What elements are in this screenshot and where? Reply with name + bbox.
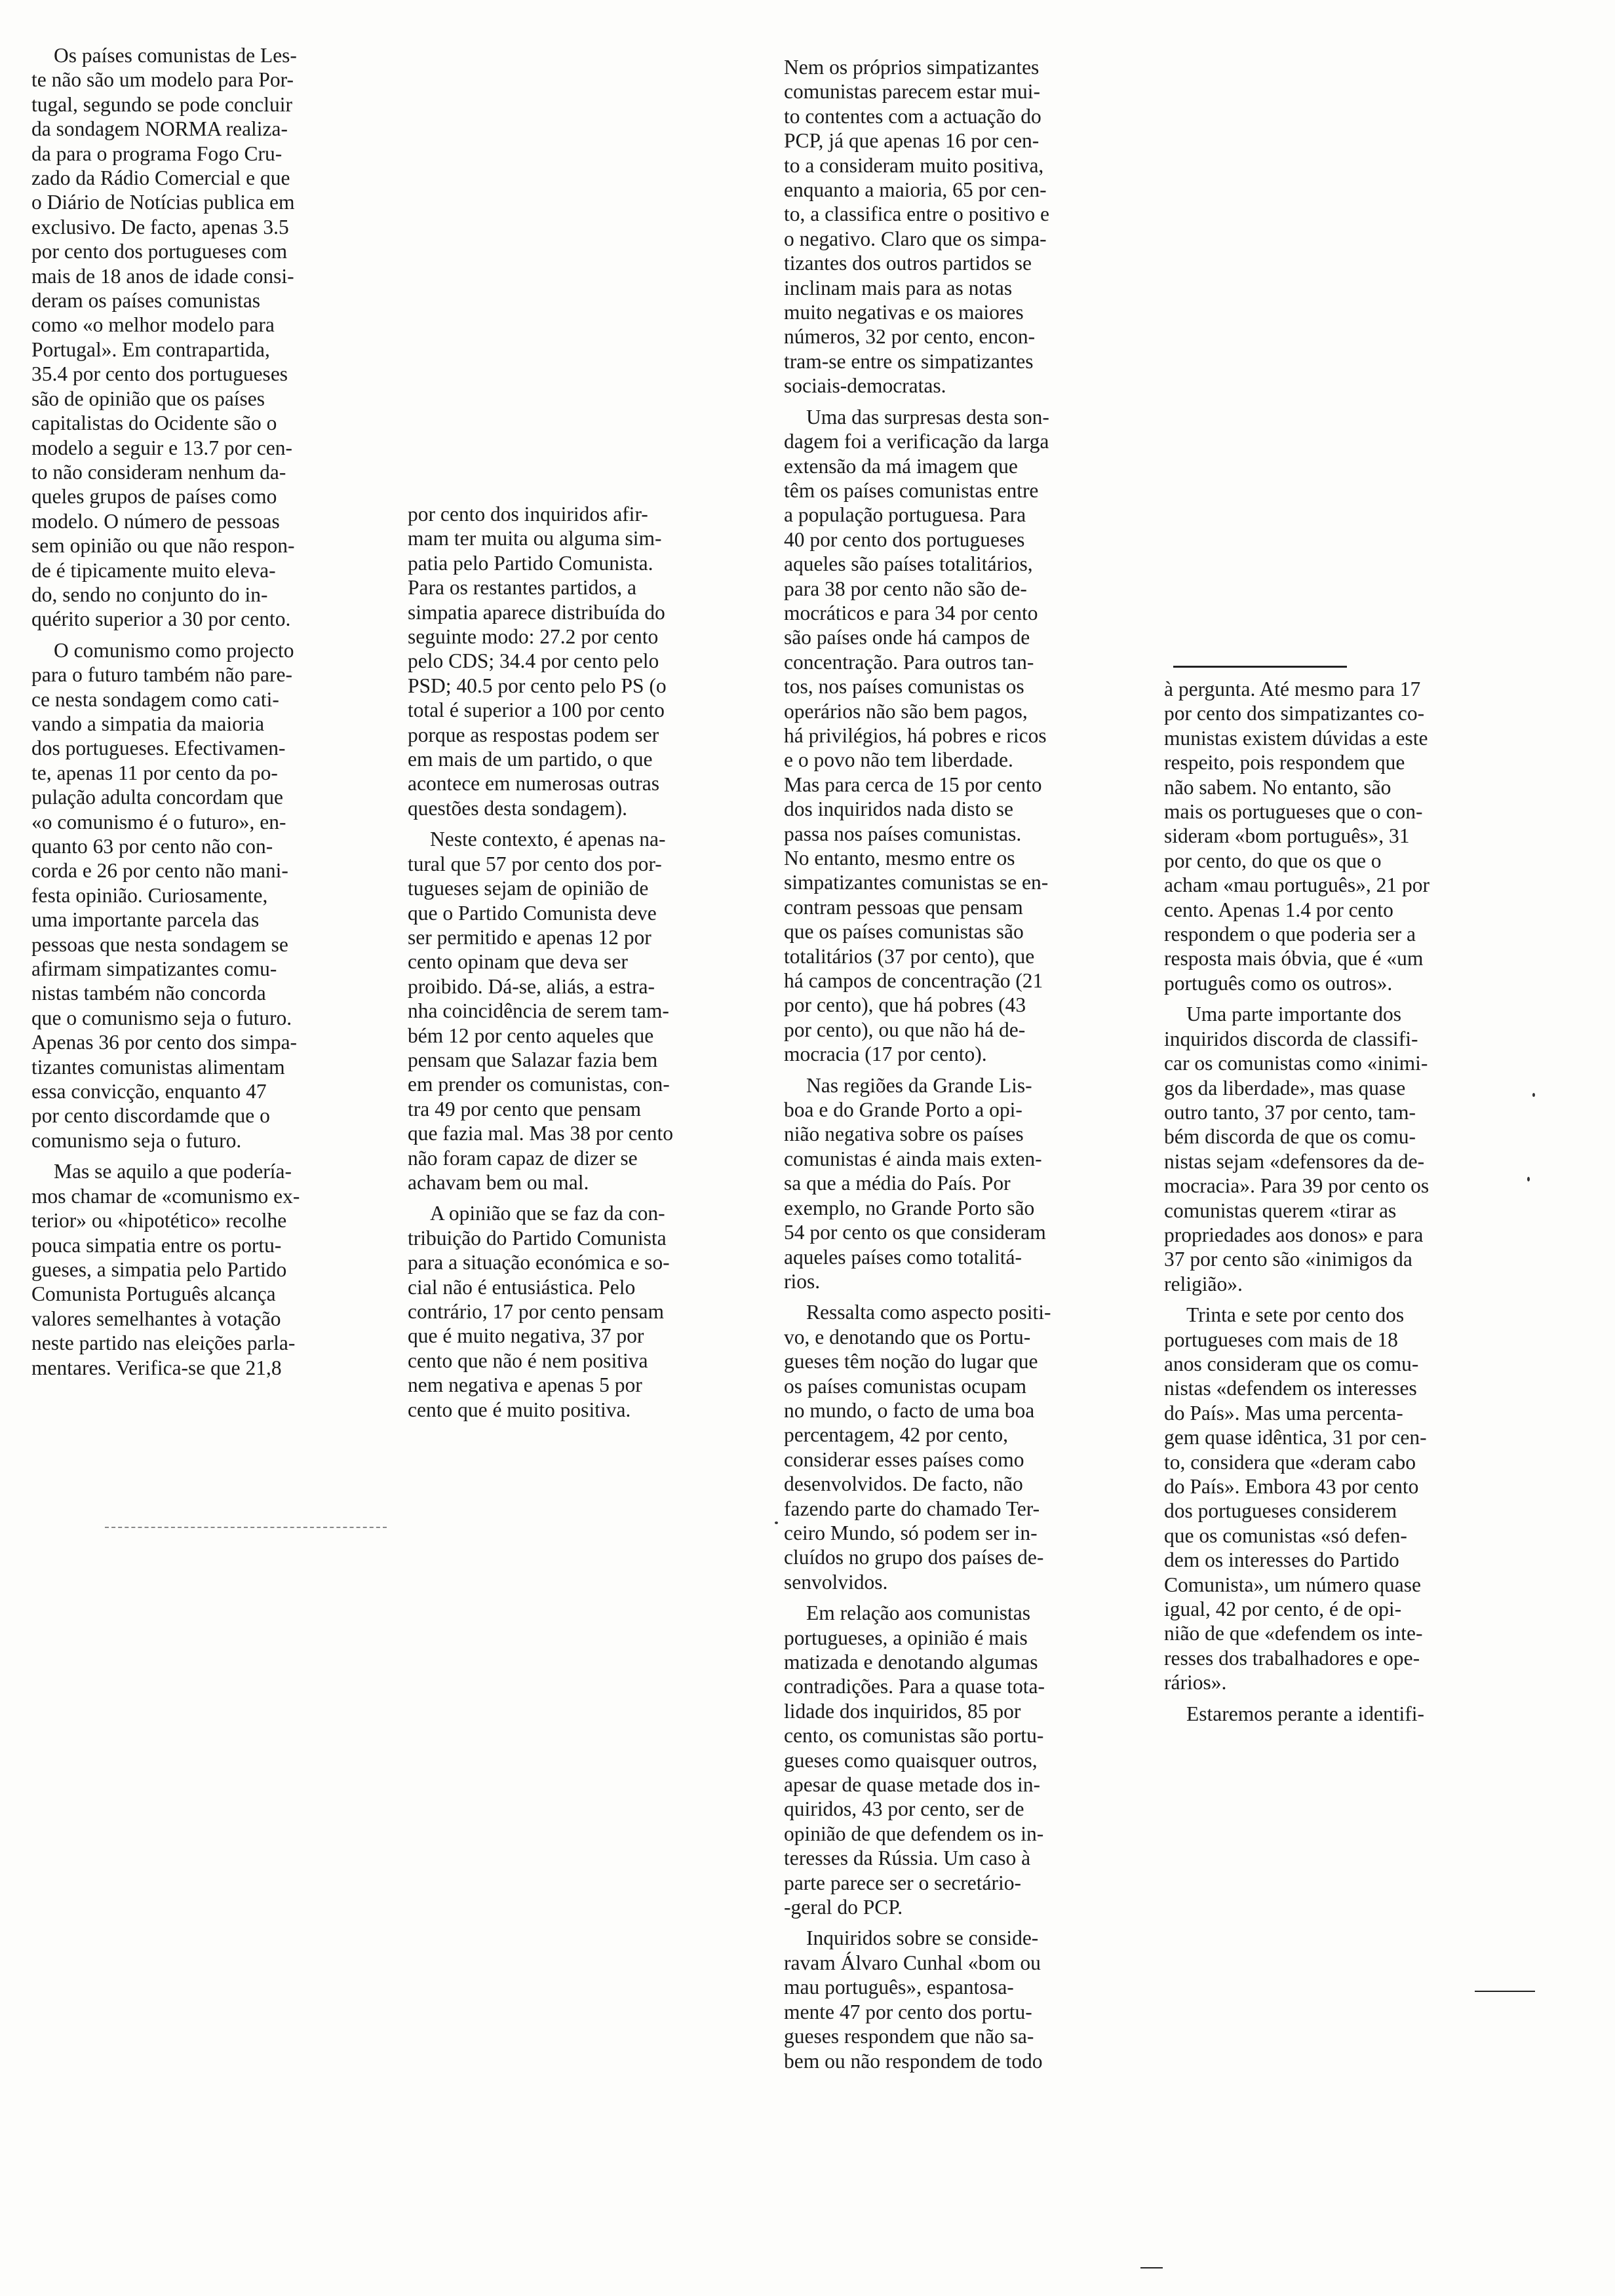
paragraph: Uma das surpresas desta son- dagem foi a verificação da larga extensão da má imagem que têm os países comunistas entre a população portuguesa. Para 40 por cento dos portugueses aqueles são países totalitários, para 38 por cento não são de- mocráticos e para 34 por cento são países onde há campos de concentração. Para outros tan- tos, nos países comunistas os operários não são bem pagos, há privilégios, há pobres e ricos e o povo não tem liberdade. Mas para cerca de 15 por cento dos inquiridos nada disto se passa nos países comunistas. No entanto, mesmo entre os simpatizantes comunistas se en- contram pessoas que pensam que os países comunistas são totalitários (37 por cento), que há campos de concentração (21 por cento), que há pobres (43 por cento), ou que não há de- mocracia (17 por cento).	[784, 405, 1049, 1066]
smudge-line	[105, 1527, 387, 1528]
article-column-4	[1164, 677, 1531, 1732]
paragraph: A opinião que se faz da con- tribuição do Partido Comunista para a situação económica e so- cial não é entusiástica. Pelo contrário, 17 por cento pensam que é muito negativa, 37 por cento que não é nem positiva nem negativa e apenas 5 por cento que é muito positiva.	[408, 1202, 670, 1421]
end-rule	[1475, 1991, 1535, 1992]
paragraph: Nas regiões da Grande Lis- boa e do Grande Porto a opi- nião negativa sobre os países comunistas é ainda mais exten- sa que a média do País. Por exemplo, no Grande Porto são 54 por cento os que consideram aqueles países como totalitá- rios.	[784, 1073, 1046, 1293]
scan-speck	[1532, 1093, 1535, 1097]
column-separator-rule	[1173, 666, 1347, 668]
article-column-2	[408, 502, 763, 1428]
paragraph: Ressalta como aspecto positi- vo, e denotando que os Portu- gueses têm noção do lugar que os países comunistas ocupam no mundo, o facto de uma boa percentagem, 42 por cento, considerar esses países como desenvolvidos. De facto, não fazendo parte do chamado Ter- ceiro Mundo, só podem ser in- cluídos no grupo dos países de- senvolvidos.	[784, 1301, 1051, 1594]
article-column-1	[31, 43, 389, 1387]
paragraph: Os países comunistas de Les- te não são um modelo para Por- tugal, segundo se pode concluir da sondagem NORMA realiza- da para o programa Fogo Cru- zado da Rádio Comercial e que o Diário de Notícias publica em exclusivo. De facto, apenas 3.5 por cento dos portugueses com mais de 18 anos de idade consi- deram os países comunistas como «o melhor modelo para Portugal». Em contrapartida, 35.4 por cento dos portugueses são de opinião que os países capitalistas do Ocidente são o modelo a seguir e 13.7 por cen- to não consideram nenhum da- queles grupos de países como modelo. O número de pessoas sem opinião ou que não respon- de é tipicamente muito eleva- do, sendo no conjunto do in- quérito superior a 30 por cento.	[31, 44, 297, 631]
paragraph: Nem os próprios simpatizantes comunistas parecem estar mui- to contentes com a actuação do PCP, já que apenas 16 por cen- to a consideram muito positiva, enquanto a maioria, 65 por cen- to, a classifica entre o positivo e o negativo. Claro que os simpa- tizantes dos outros partidos se inclinam mais para as notas muito negativas e os maiores números, 32 por cento, encon- tram-se entre os simpatizantes sociais-democratas.	[784, 56, 1049, 398]
paragraph: por cento dos inquiridos afir- mam ter muita ou alguma sim- patia pelo Partido Comunista. Para os restantes partidos, a simpatia aparece distribuída do seguinte modo: 27.2 por cento pelo CDS; 34.4 por cento pelo PSD; 40.5 por cento pelo PS (o total é superior a 100 por cento porque as respostas podem ser em mais de um partido, o que acontece em numerosas outras questões desta sondagem).	[408, 503, 667, 820]
paragraph: Mas se aquilo a que podería- mos chamar de «comunismo ex- terior» ou «hipotético» recolhe pouca simpatia entre os portu- gueses, a simpatia pelo Partido Comunista Português alcança valores semelhantes à votação neste partido nas eleições parla- mentares. Verifica-se que 21,8	[31, 1160, 300, 1379]
paragraph: Estaremos perante a identifi-	[1186, 1702, 1424, 1725]
paragraph: Trinta e sete por cento dos portugueses com mais de 18 anos consideram que os comu- nistas «defendem os interesses do País». Mas uma percenta- gem quase idêntica, 31 por cen- to, considera que «deram cabo do País». Embora 43 por cento dos portugueses considerem que os comunistas «só defen- dem os interesses do Partido Comunista», um número quase igual, 42 por cento, é de opi- nião de que «defendem os inte- resses dos trabalhadores e ope- rários».	[1164, 1303, 1427, 1694]
article-column-3	[784, 55, 1146, 2080]
paragraph: O comunismo como projecto para o futuro também não pare- ce nesta sondagem como cati- vando a simpatia da maioria dos portugueses. Efectivamen- te, apenas 11 por cento da po- pulação adulta concordam que «o comunismo é o futuro», en- quanto 63 por cento não con- corda e 26 por cento não mani- festa opinião. Curiosamente, uma importante parcela das pessoas que nesta sondagem se afirmam simpatizantes comu- nistas também não concorda que o comunismo seja o futuro. Apenas 36 por cento dos simpa- tizantes comunistas alimentam essa convicção, enquanto 47 por cento discordamde que o comunismo seja o futuro.	[31, 638, 298, 1152]
paragraph: Inquiridos sobre se conside- ravam Álvaro Cunhal «bom ou mau português», espantosa- mente 47 por cento dos portu- gueses respondem que não sa- bem ou não respondem de todo	[784, 1926, 1043, 2073]
paragraph: Em relação aos comunistas portugueses, a opinião é mais matizada e denotando algumas contradições. Para a quase tota- lidade dos inquiridos, 85 por cento, os comunistas são portu- gueses como quaisquer outros, apesar de quase metade dos in- quiridos, 43 por cento, ser de opinião de que defendem os in- teresses da Rússia. Um caso à parte parece ser o secretário- -geral do PCP.	[784, 1601, 1045, 1919]
paragraph: à pergunta. Até mesmo para 17 por cento dos simpatizantes co- munistas existem dúvidas a este respeito, pois respondem que não sabem. No entanto, são mais os portugueses que o con- sideram «bom português», 31 por cento, do que os que o acham «mau português», 21 por cento. Apenas 1.4 por cento respondem o que poderia ser a resposta mais óbvia, que é «um português como os outros».	[1164, 678, 1430, 995]
paragraph: Uma parte importante dos inquiridos discorda de classifi- car os comunistas como «inimi- gos da liberdade», mas quase outro tanto, 37 por cento, tam- bém discorda de que os comu- nistas sejam «defensores da de- mocracia». Para 39 por cento os comunistas querem «tirar as propriedades aos donos» e para 37 por cento são «inimigos da religião».	[1164, 1003, 1430, 1295]
end-mark	[1140, 2267, 1163, 2268]
scan-speck	[1527, 1177, 1530, 1181]
paragraph: Neste contexto, é apenas na- tural que 57 por cento dos por- tugueses sejam de opinião de que o Partido Comunista deve ser permitido e apenas 12 por cento opinam que deva ser proibido. Dá-se, aliás, a estra- nha coincidência de serem tam- bém 12 por cento aqueles que pensam que Salazar fazia bem em prender os comunistas, con- tra 49 por cento que pensam que fazia mal. Mas 38 por cento não foram capaz de dizer se achavam bem ou mal.	[408, 828, 673, 1194]
scan-speck	[775, 1521, 778, 1524]
